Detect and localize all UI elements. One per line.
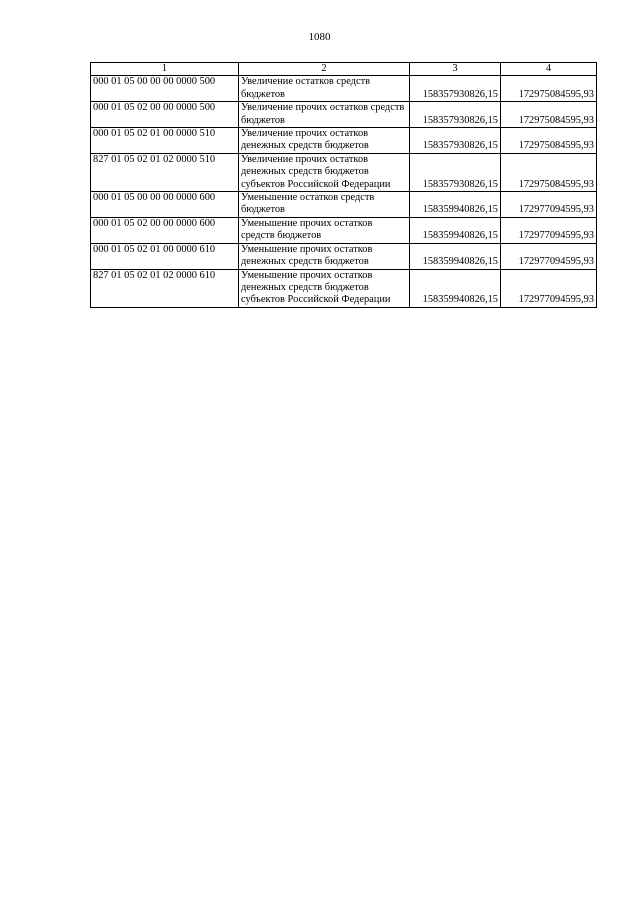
table-row [91,269,597,307]
amount-col3-cell: 158359940826,15 [410,243,501,269]
budget-sources-table [90,62,597,308]
amount-col4-cell: 172975084595,93 [501,102,597,128]
description-cell: Уменьшение прочих остатков средств бюджетов [239,217,410,243]
column-header-2: 2 [239,63,410,76]
description-cell: Уменьшение остатков средств бюджетов [239,192,410,218]
amount-col3-cell: 158357930826,15 [410,76,501,102]
amount-col4-cell: 172975084595,93 [501,153,597,191]
table-row [91,128,597,154]
budget-code-cell: 000 01 05 00 00 00 0000 600 [91,192,239,218]
column-header-3: 3 [410,63,501,76]
amount-col4-cell: 172975084595,93 [501,76,597,102]
description-cell: Уменьшение прочих остатков денежных средств бюджетов [239,243,410,269]
amount-col3-cell: 158359940826,15 [410,192,501,218]
amount-col3-cell: 158359940826,15 [410,269,501,307]
description-cell: Увеличение прочих остатков денежных средств бюджетов субъектов Российской Федерации [239,153,410,191]
budget-table-container [90,62,596,308]
budget-code-cell: 000 01 05 02 01 00 0000 510 [91,128,239,154]
amount-col3-cell: 158357930826,15 [410,153,501,191]
amount-col3-cell: 158357930826,15 [410,128,501,154]
amount-col3-cell: 158357930826,15 [410,102,501,128]
budget-code-cell: 827 01 05 02 01 02 0000 610 [91,269,239,307]
page-number: 1080 [308,31,331,43]
budget-code-cell: 000 01 05 02 00 00 0000 500 [91,102,239,128]
description-cell: Уменьшение прочих остатков денежных средств бюджетов субъектов Российской Федерации [239,269,410,307]
budget-code-cell: 000 01 05 00 00 00 0000 500 [91,76,239,102]
amount-col4-cell: 172975084595,93 [501,128,597,154]
table-row [91,192,597,218]
description-cell: Увеличение прочих остатков денежных средств бюджетов [239,128,410,154]
description-cell: Увеличение прочих остатков средств бюджетов [239,102,410,128]
amount-col3-cell: 158359940826,15 [410,217,501,243]
budget-code-cell: 000 01 05 02 00 00 0000 600 [91,217,239,243]
amount-col4-cell: 172977094595,93 [501,192,597,218]
description-cell: Увеличение остатков средств бюджетов [239,76,410,102]
budget-code-cell: 827 01 05 02 01 02 0000 510 [91,153,239,191]
column-header-4: 4 [501,63,597,76]
amount-col4-cell: 172977094595,93 [501,243,597,269]
table-row [91,217,597,243]
table-row [91,102,597,128]
table-row [91,76,597,102]
amount-col4-cell: 172977094595,93 [501,269,597,307]
table-row [91,153,597,191]
header-row [91,63,597,76]
column-header-1: 1 [91,63,239,76]
table-row [91,243,597,269]
amount-col4-cell: 172977094595,93 [501,217,597,243]
budget-code-cell: 000 01 05 02 01 00 0000 610 [91,243,239,269]
